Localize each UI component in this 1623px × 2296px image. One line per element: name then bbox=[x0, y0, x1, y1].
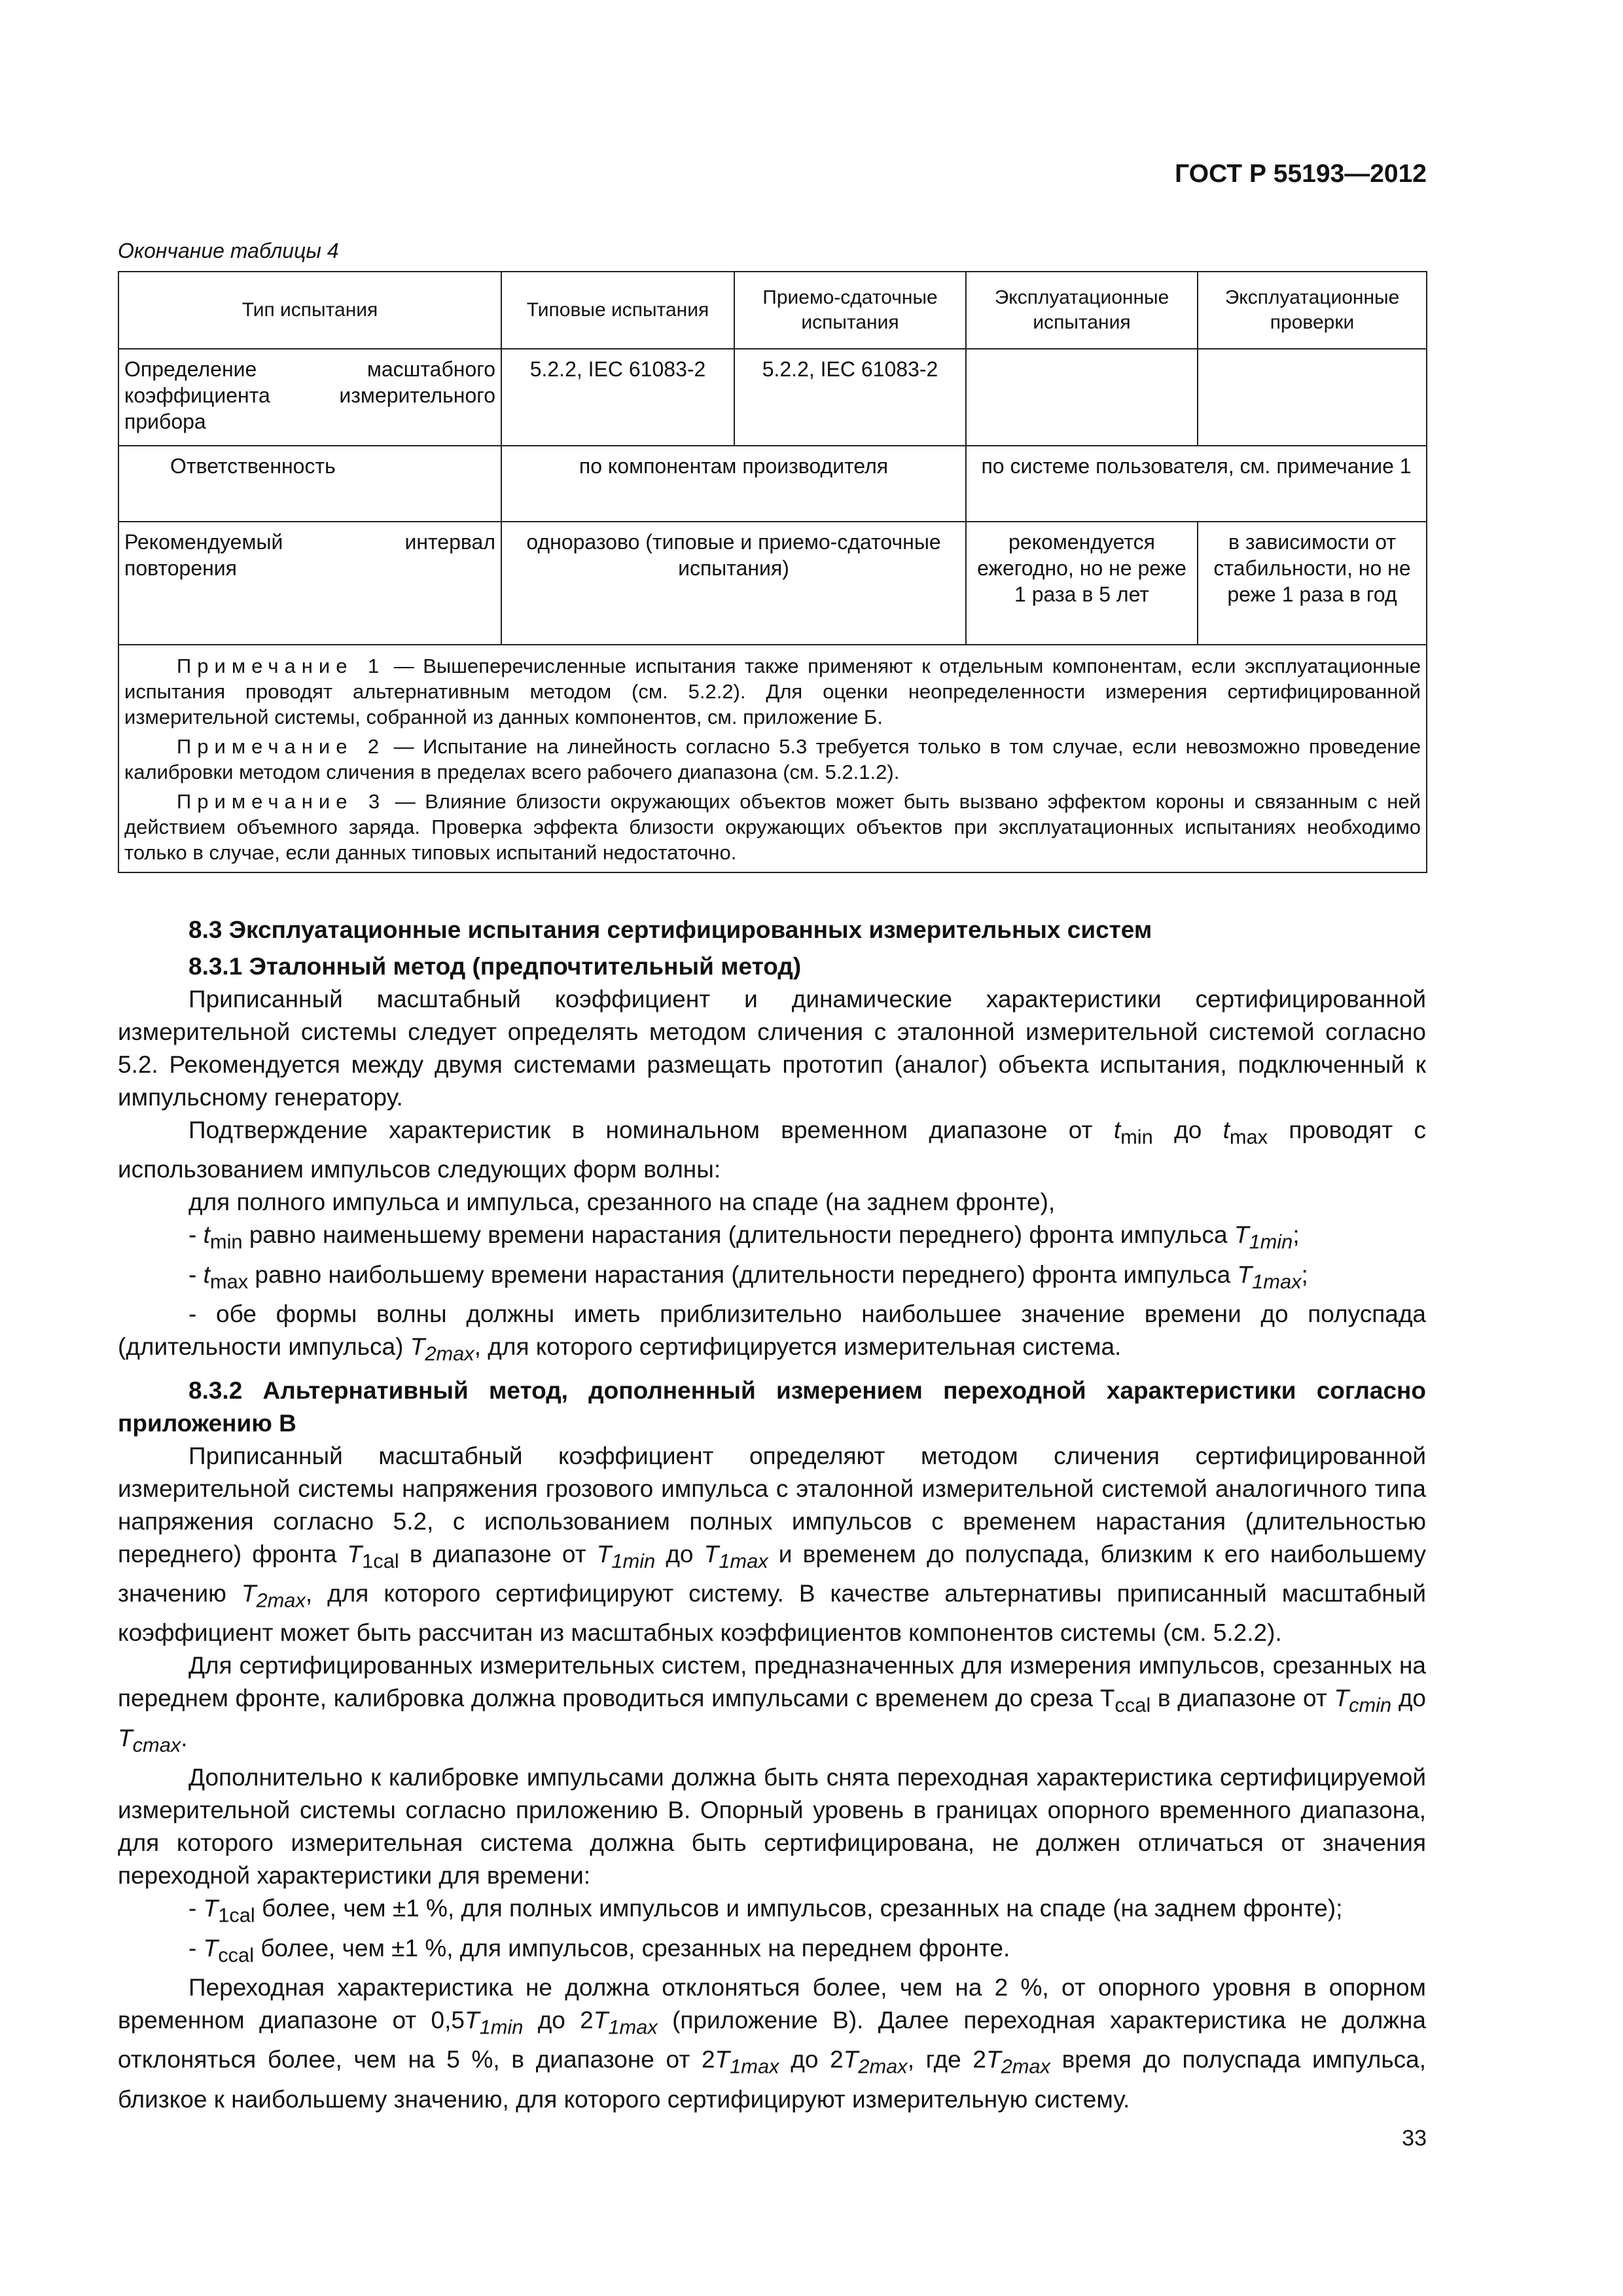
table-header-row bbox=[118, 272, 1427, 349]
note-text: — Вышеперечисленные испытания также применяют к отдельным компонентам, если эксплуатационные испытания проводят альтернативным методом (см. 5.2.2). Для оценки неопределенности измерения сертифицированной измерительной системы, собранной из данных компонентов, см. приложение Б. bbox=[124, 655, 1421, 728]
list-item: - $t_{max}$ равно наибольшему времени нарастания (длительности переднего) фронта импульса $T_{1max}$; bbox=[188, 1261, 1308, 1293]
table-note bbox=[124, 653, 1421, 730]
header-cell-operational-tests: Эксплуатационные испытания bbox=[966, 272, 1198, 349]
section-8-3-1-heading: 8.3.1 Эталонный метод (предпочтительный метод) bbox=[188, 953, 802, 980]
paragraph: Переходная характеристика не должна отклоняться более, чем на 2 %, от опорного уровня в опорном временном диапазоне от $0,5T_{1min}$ до $2T_{1max}$ (приложение В). Далее переходная характеристика не должна отклоняться более, чем на 5 %, в диапазоне от $2T_{1max}$ до $2T_{2max}$, где $2T_{2max}$ время до полуспада импульса, близкое к наибольшему значению, для которого сертифицируют измерительную систему. bbox=[118, 1973, 1426, 2113]
note-text: — Влияние близости окружающих объектов может быть вызвано эффектом короны и связанным с ней действием объемного заряда. Проверка эффекта близости окружающих объектов при эксплуатационных испытаниях необходимо только в случае, если данных типовых испытаний недостаточно. bbox=[124, 790, 1421, 864]
paragraph: для полного импульса и импульса, срезанного на спаде (на заднем фронте), bbox=[188, 1189, 1056, 1216]
document-body bbox=[118, 910, 1426, 2116]
document-number: ГОСТ Р 55193—2012 bbox=[1175, 160, 1427, 188]
row-type-cell: Ответственность bbox=[118, 446, 501, 522]
list-item: - $T_{1cal}$ более, чем ±1 %, для полных импульсов и импульсов, срезанных на спаде (на заднем фронте); bbox=[188, 1895, 1343, 1927]
table-row bbox=[118, 349, 1427, 446]
header-cell-type: Тип испытания bbox=[118, 272, 501, 349]
table-note bbox=[124, 789, 1421, 865]
header-cell-operational-checks: Эксплуатационные проверки bbox=[1198, 272, 1427, 349]
table-row bbox=[118, 522, 1427, 645]
row-operational-tests-cell bbox=[966, 349, 1198, 446]
page-number: 33 bbox=[1402, 2126, 1427, 2151]
row-operational-checks-cell bbox=[1198, 349, 1427, 446]
section-8-3-heading: 8.3 Эксплуатационные испытания сертифицированных измерительных систем bbox=[188, 916, 1152, 943]
note-label: Примечание 2 bbox=[177, 735, 385, 758]
row-typical-cell: 5.2.2, IEC 61083-2 bbox=[501, 349, 734, 446]
row-acceptance-cell: 5.2.2, IEC 61083-2 bbox=[734, 349, 966, 446]
header-cell-acceptance: Приемо-сдаточные испытания bbox=[734, 272, 966, 349]
header-cell-typical: Типовые испытания bbox=[501, 272, 734, 349]
paragraph: Для сертифицированных измерительных систем, предназначенных для измерения импульсов, срезанных на переднем фронте, калибровка должна проводиться импульсами с временем до среза $T_{ccal}$ в диапазоне от $T_{cmin}$ до $T_{cmax}$. bbox=[118, 1652, 1427, 1757]
table-caption: Окончание таблицы 4 bbox=[118, 239, 339, 262]
list-item: - $t_{min}$ равно наименьшему времени нарастания (длительности переднего) фронта импульса $T_{1min}$; bbox=[188, 1221, 1300, 1253]
row-typical-acceptance-cell: одноразово (типовые и приемо-сдаточные испытания) bbox=[501, 522, 966, 645]
note-label: Примечание 1 bbox=[177, 655, 385, 677]
table-notes-cell bbox=[118, 645, 1427, 872]
table-row bbox=[118, 446, 1427, 522]
table-notes-row bbox=[118, 645, 1427, 872]
note-text: — Испытание на линейность согласно 5.3 требуется только в том случае, если невозможно проведение калибровки методом сличения в пределах всего рабочего диапазона (см. 5.2.1.2). bbox=[124, 735, 1421, 783]
note-label: Примечание 3 bbox=[177, 790, 386, 813]
row-operational-tests-cell: рекомендуется ежегодно, но не реже 1 раза в 5 лет bbox=[966, 522, 1198, 645]
paragraph: Дополнительно к калибровке импульсами должна быть снята переходная характеристика сертифицируемой измерительной системы согласно приложению В. Опорный уровень в границах опорного временного диапазона, для которого измерительная система должна быть сертифицирована, не должен отличаться от значения переходной характеристики для времени: bbox=[118, 1764, 1426, 1890]
row-operational-cell: по системе пользователя, см. примечание 1 bbox=[966, 446, 1427, 522]
list-item: - $T_{ccal}$ более, чем ±1 %, для импульсов, срезанных на переднем фронте. bbox=[188, 1934, 1010, 1966]
table-4 bbox=[118, 271, 1427, 873]
row-typical-acceptance-cell: по компонентам производителя bbox=[501, 446, 966, 522]
list-item: - обе формы волны должны иметь приблизительно наибольшее значение времени до полуспада (длительности импульса) $T_{2max}$, для которого сертифицируется измерительная система. bbox=[118, 1300, 1426, 1365]
section-8-3-2-heading: 8.3.2 Альтернативный метод, дополненный измерением переходной характеристики согласно приложению В bbox=[118, 1376, 1426, 1437]
row-operational-checks-cell: в зависимости от стабильности, но не реже 1 раза в год bbox=[1198, 522, 1427, 645]
paragraph: Подтверждение характеристик в номинальном временном диапазоне от $t_{min}$ до $t_{max}$ проводят с использованием импульсов следующих форм волны: bbox=[118, 1117, 1427, 1183]
table-note bbox=[124, 734, 1421, 785]
paragraph: Приписанный масштабный коэффициент определяют методом сличения сертифицированной измерительной системы напряжения грозового импульса с эталонной измерительной системой аналогичного типа напряжения согласно 5.2, с использованием полных импульсов с временем нарастания (длительностью переднего) фронта $T_{1cal}$ в диапазоне от $T_{1min}$ до $T_{1max}$ и временем до полуспада, близким к его наибольшему значению $T_{2max}$, для которого сертифицируют систему. В качестве альтернативы приписанный масштабный коэффициент может быть рассчитан из масштабных коэффициентов компонентов системы (см. 5.2.2). bbox=[118, 1442, 1427, 1647]
row-type-cell: Рекомендуемый интервал повторения bbox=[118, 522, 501, 645]
row-type-cell: Определение масштабного коэффициента измерительного прибора bbox=[118, 349, 501, 446]
paragraph: Приписанный масштабный коэффициент и динамические характеристики сертифицированной измерительной системы следует определять методом сличения с эталонной измерительной системой согласно 5.2. Рекомендуется между двумя системами размещать прототип (аналог) объекта испытания, подключенный к импульсному генератору. bbox=[118, 986, 1426, 1111]
